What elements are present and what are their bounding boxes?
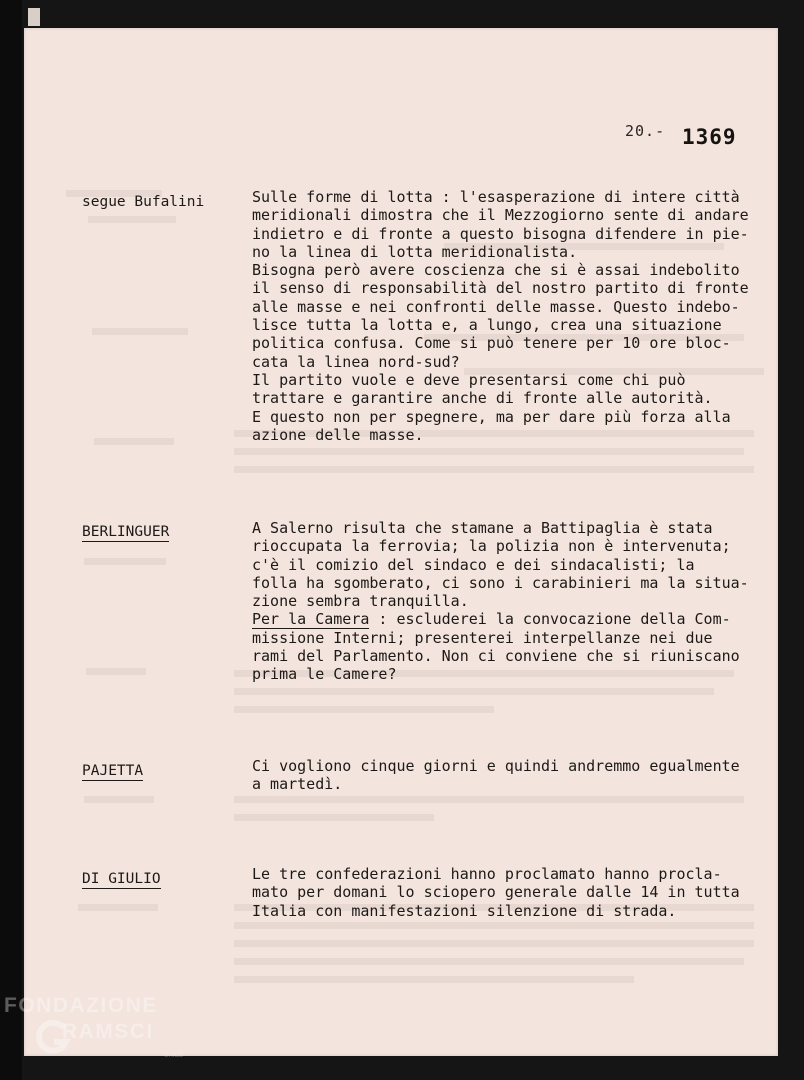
watermark-stamp [0, 990, 200, 1060]
paragraph-bufalini [252, 188, 772, 444]
paragraph-di-giulio [252, 865, 772, 920]
text-line: indietro e di fronte a questo bisogna difendere in pie- [252, 224, 749, 243]
text-line: Le tre confederazioni hanno proclamato hanno procla- [252, 865, 722, 883]
text-line: Italia con manifestazioni silenzione di strada. [252, 901, 677, 920]
binding-tab [28, 8, 40, 26]
text-line: E questo non per spegnere, ma per dare più forza alla [252, 407, 731, 426]
watermark-line2: RAMSCI [62, 1020, 154, 1043]
text-line: rioccupata la ferrovia; la polizia non è intervenuta; [252, 537, 731, 556]
speaker-berlinguer [82, 524, 169, 540]
text-line: lisce tutta la lotta e, a lungo, crea una situazione [252, 316, 722, 335]
text-line: meridionali dimostra che il Mezzogiorno sente di andare [252, 206, 749, 225]
page-number-prefix: 20.- [625, 122, 666, 140]
text-line: trattare e garantire anche di fronte alle autorità. [252, 389, 713, 408]
text-line: prima le Camere? [252, 665, 397, 684]
text-line: mato per domani lo sciopero generale dalle 14 in tutta [252, 883, 740, 902]
speaker-pajetta [82, 763, 143, 779]
text-line: il senso di responsabilità del nostro partito di fronte [252, 279, 749, 298]
speaker-name: PAJETTA [82, 763, 144, 779]
text-line: rami del Parlamento. Non ci conviene che si riuniscano [252, 647, 740, 666]
text-line: missione Interni; presenterei interpellanze nei due [252, 628, 713, 647]
paragraph-berlinguer [252, 519, 772, 684]
text-line: no la linea di lotta meridionalista. [252, 242, 578, 261]
text-line: Ci vogliono cinque giorni e quindi andremmo egualmente [252, 757, 740, 775]
paragraph-pajetta [252, 757, 772, 794]
text-line: folla ha sgomberato, ci sono i carabinieri ma la situa- [252, 573, 749, 592]
text-line: Bisogna però avere coscienza che si è assai indebolito [252, 261, 740, 280]
watermark-small: onlus [164, 1050, 184, 1059]
text-line: c'è il comizio del sindaco e dei sindacalisti; la [252, 555, 695, 574]
underlined-phrase: Per la Camera [252, 610, 370, 629]
text-line: politica confusa. Come si può tenere per 10 ore bloc- [252, 334, 731, 353]
show-through-texture [24, 28, 55, 85]
text-line: A Salerno risulta che stamane a Battipaglia è stata [252, 519, 713, 537]
page-number: 1369 [682, 125, 737, 149]
speaker-bufalini [82, 194, 204, 210]
speaker-di-giulio [82, 871, 161, 887]
text-line: zione sembra tranquilla. [252, 592, 469, 611]
text-line: azione delle masse. [252, 425, 424, 444]
binding-edge [0, 0, 22, 1080]
text-line: a martedì. [252, 775, 343, 794]
speaker-name: DI GIULIO [82, 871, 161, 887]
watermark-line1: FONDAZIONE [4, 994, 158, 1017]
speaker-name: segue Bufalini [82, 194, 205, 210]
text-line: alle masse e nei confronti delle masse. Questo indebo- [252, 297, 740, 316]
speaker-name: BERLINGUER [82, 524, 170, 540]
text-line: Il partito vuole e deve presentarsi come chi può [252, 370, 686, 389]
document-page [24, 28, 778, 1056]
text-line: cata la linea nord-sud? [252, 352, 460, 371]
text-line-camera: Per la Camera : escluderei la convocazione della Com- [252, 610, 731, 629]
text-line: Sulle forme di lotta : l'esasperazione di intere città [252, 188, 740, 206]
